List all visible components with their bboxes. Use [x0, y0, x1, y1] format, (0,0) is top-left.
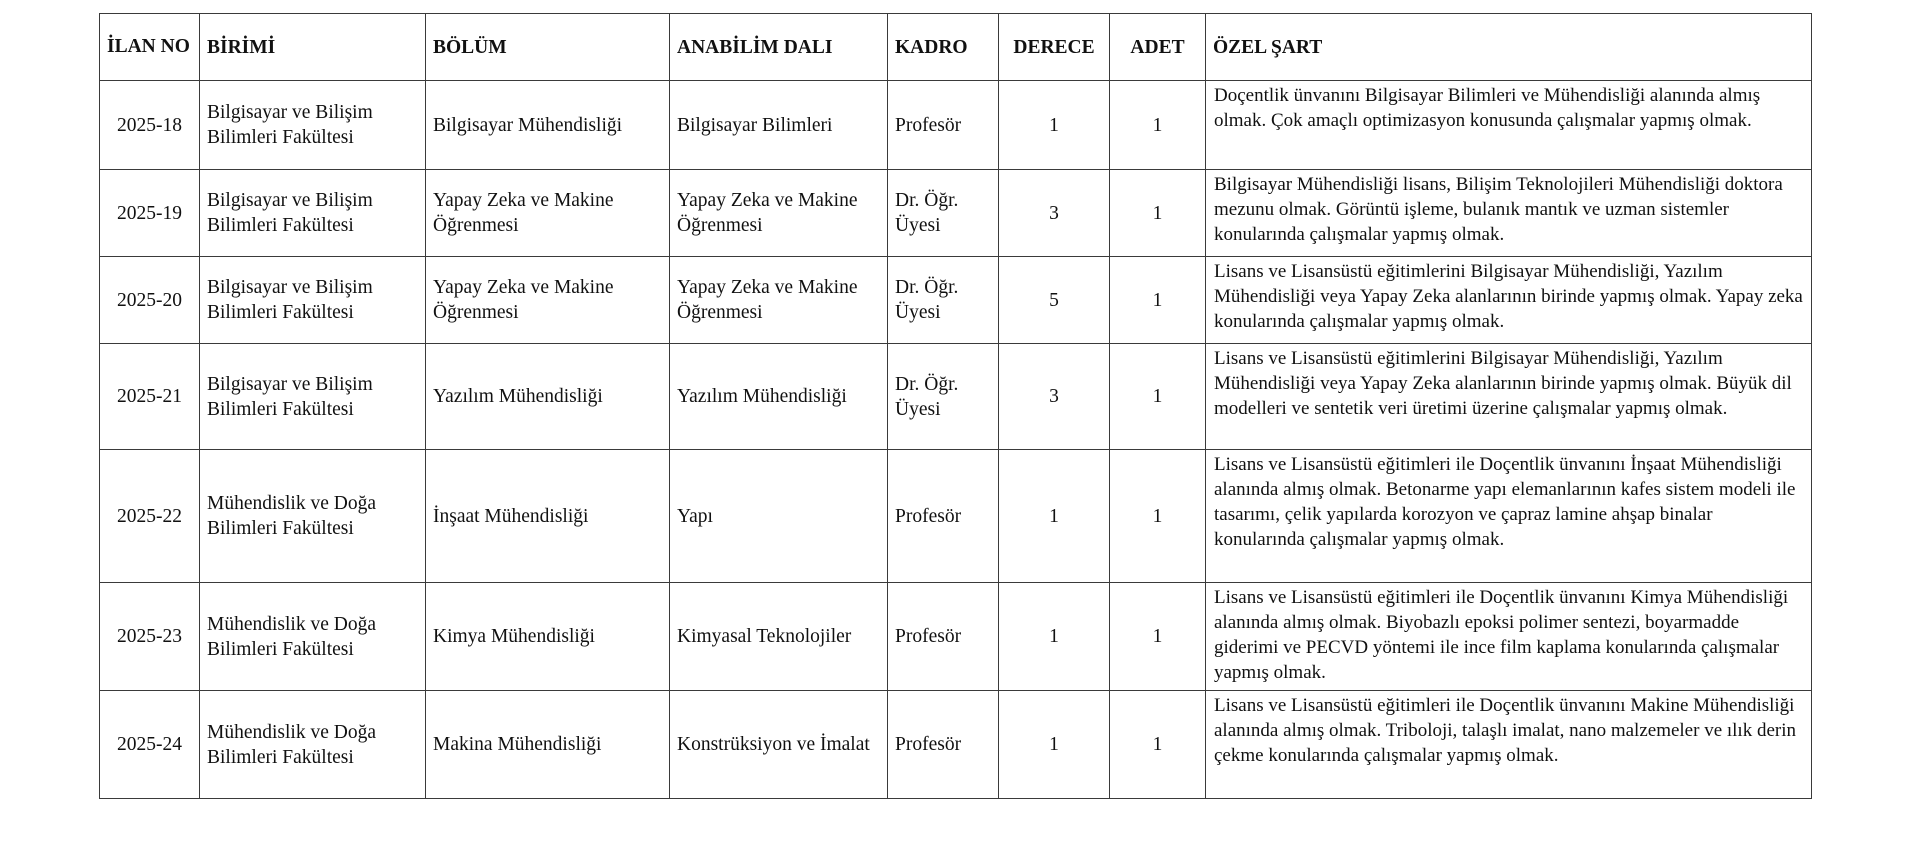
cell-bolum: İnşaat Mühendisliği [426, 450, 670, 583]
table-row [100, 344, 1812, 450]
cell-bolum: Yapay Zeka ve Makine Öğrenmesi [426, 257, 670, 344]
cell-adet: 1 [1110, 583, 1206, 691]
cell-anabilim-dali: Yazılım Mühendisliği [670, 344, 888, 450]
cell-ozel-sart: Lisans ve Lisansüstü eğitimleri ile Doçentlik ünvanını Kimya Mühendisliği alanında almış olmak. Biyobazlı epoksi polimer sentezi, boyarmadde giderimi ve PECVD yöntemi ile ince film kaplama konularında çalışmalar yapmış olmak. [1206, 583, 1812, 691]
cell-kadro: Profesör [888, 691, 999, 799]
cell-birimi: Mühendislik ve Doğa Bilimleri Fakültesi [200, 691, 426, 799]
table-row [100, 170, 1812, 257]
header-kadro: KADRO [888, 14, 999, 81]
cell-ilan-no: 2025-20 [100, 257, 200, 344]
cell-derece: 1 [999, 81, 1110, 170]
cell-kadro: Dr. Öğr. Üyesi [888, 344, 999, 450]
header-ilan-no: İLAN NO [100, 14, 200, 81]
cell-ilan-no: 2025-19 [100, 170, 200, 257]
cell-kadro: Profesör [888, 450, 999, 583]
cell-derece: 5 [999, 257, 1110, 344]
table-row [100, 583, 1812, 691]
cell-ilan-no: 2025-24 [100, 691, 200, 799]
cell-birimi: Bilgisayar ve Bilişim Bilimleri Fakültesi [200, 81, 426, 170]
cell-bolum: Kimya Mühendisliği [426, 583, 670, 691]
cell-anabilim-dali: Kimyasal Teknolojiler [670, 583, 888, 691]
cell-ozel-sart: Doçentlik ünvanını Bilgisayar Bilimleri ve Mühendisliği alanında almış olmak. Çok amaçlı optimizasyon konusunda çalışmalar yapmış olmak. [1206, 81, 1812, 170]
cell-ozel-sart: Lisans ve Lisansüstü eğitimlerini Bilgisayar Mühendisliği, Yazılım Mühendisliği veya Yapay Zeka alanlarının birinde yapmış olmak. Yapay zeka konularında çalışmalar yapmış olmak. [1206, 257, 1812, 344]
cell-kadro: Profesör [888, 81, 999, 170]
cell-adet: 1 [1110, 170, 1206, 257]
header-birimi: BİRİMİ [200, 14, 426, 81]
header-adet: ADET [1110, 14, 1206, 81]
table-header-row [100, 14, 1812, 81]
cell-ozel-sart: Lisans ve Lisansüstü eğitimleri ile Doçentlik ünvanını İnşaat Mühendisliği alanında almış olmak. Betonarme yapı elemanlarının kafes sistem modeli ile tasarımı, çelik yapılarda korozyon ve çapraz lamine ahşap binalar konularında çalışmalar yapmış olmak. [1206, 450, 1812, 583]
cell-bolum: Makina Mühendisliği [426, 691, 670, 799]
cell-ilan-no: 2025-23 [100, 583, 200, 691]
table-row [100, 691, 1812, 799]
cell-birimi: Bilgisayar ve Bilişim Bilimleri Fakültesi [200, 257, 426, 344]
cell-ilan-no: 2025-22 [100, 450, 200, 583]
header-derece: DERECE [999, 14, 1110, 81]
table-row [100, 450, 1812, 583]
header-anabilim-dali: ANABİLİM DALI [670, 14, 888, 81]
cell-ilan-no: 2025-18 [100, 81, 200, 170]
cell-kadro: Profesör [888, 583, 999, 691]
cell-ozel-sart: Lisans ve Lisansüstü eğitimleri ile Doçentlik ünvanını Makine Mühendisliği alanında almış olmak. Triboloji, talaşlı imalat, nano malzemeler ve ılık derin çekme konularında çalışmalar yapmış olmak. [1206, 691, 1812, 799]
cell-ozel-sart: Lisans ve Lisansüstü eğitimlerini Bilgisayar Mühendisliği, Yazılım Mühendisliği veya Yapay Zeka alanlarının birinde yapmış olmak. Büyük dil modelleri ve sentetik veri üretimi üzerine çalışmalar yapmış olmak. [1206, 344, 1812, 450]
cell-adet: 1 [1110, 81, 1206, 170]
cell-birimi: Bilgisayar ve Bilişim Bilimleri Fakültesi [200, 344, 426, 450]
cell-birimi: Mühendislik ve Doğa Bilimleri Fakültesi [200, 450, 426, 583]
document-page [99, 13, 1811, 799]
cell-anabilim-dali: Bilgisayar Bilimleri [670, 81, 888, 170]
cell-birimi: Mühendislik ve Doğa Bilimleri Fakültesi [200, 583, 426, 691]
table-row [100, 81, 1812, 170]
cell-ilan-no: 2025-21 [100, 344, 200, 450]
cell-anabilim-dali: Yapı [670, 450, 888, 583]
header-bolum: BÖLÜM [426, 14, 670, 81]
cell-derece: 3 [999, 170, 1110, 257]
cell-derece: 1 [999, 583, 1110, 691]
cell-anabilim-dali: Konstrüksiyon ve İmalat [670, 691, 888, 799]
cell-bolum: Yazılım Mühendisliği [426, 344, 670, 450]
cell-derece: 3 [999, 344, 1110, 450]
cell-kadro: Dr. Öğr. Üyesi [888, 257, 999, 344]
cell-bolum: Yapay Zeka ve Makine Öğrenmesi [426, 170, 670, 257]
cell-adet: 1 [1110, 257, 1206, 344]
cell-anabilim-dali: Yapay Zeka ve Makine Öğrenmesi [670, 257, 888, 344]
cell-bolum: Bilgisayar Mühendisliği [426, 81, 670, 170]
cell-adet: 1 [1110, 691, 1206, 799]
header-ozel-sart: ÖZEL ŞART [1206, 14, 1812, 81]
cell-kadro: Dr. Öğr. Üyesi [888, 170, 999, 257]
cell-adet: 1 [1110, 344, 1206, 450]
cell-birimi: Bilgisayar ve Bilişim Bilimleri Fakültesi [200, 170, 426, 257]
cell-ozel-sart: Bilgisayar Mühendisliği lisans, Bilişim Teknolojileri Mühendisliği doktora mezunu olmak. Görüntü işleme, bulanık mantık ve uzman sistemler konularında çalışmalar yapmış olmak. [1206, 170, 1812, 257]
cell-anabilim-dali: Yapay Zeka ve Makine Öğrenmesi [670, 170, 888, 257]
announcement-table [99, 13, 1812, 799]
table-row [100, 257, 1812, 344]
cell-derece: 1 [999, 450, 1110, 583]
cell-adet: 1 [1110, 450, 1206, 583]
cell-derece: 1 [999, 691, 1110, 799]
